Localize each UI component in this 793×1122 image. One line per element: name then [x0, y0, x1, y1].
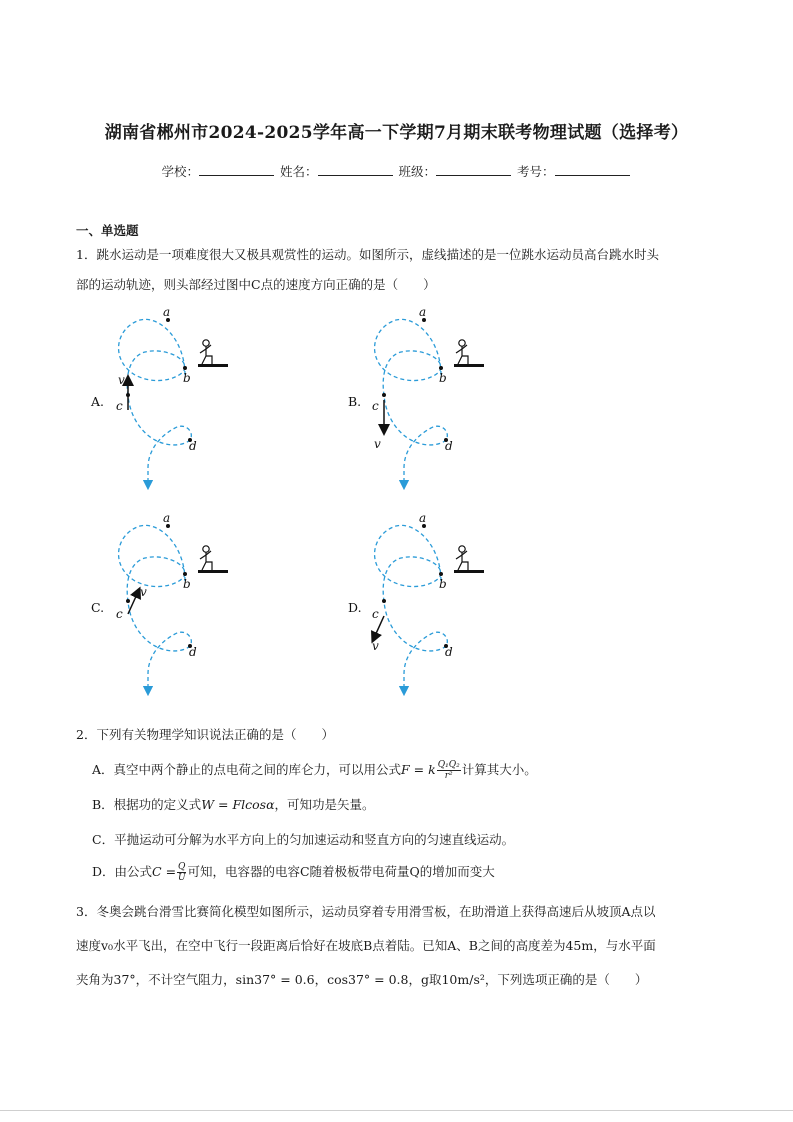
school-label: 学校： — [161, 164, 199, 179]
option-a-formula: F = k — [401, 762, 436, 777]
fig-c-label-v: v — [140, 585, 147, 599]
fig-b-option-label: B. — [348, 394, 362, 409]
option-a-denominator: r² — [444, 771, 453, 781]
fig-d-label-d: d — [445, 645, 453, 659]
option-b-formula: W = Flcosα — [201, 797, 275, 812]
question-1-line1: 1．跳水运动是一项难度很大又极具观赏性的运动。如图所示，虚线描述的是一位跳水运动员高台跳水时头 — [76, 247, 659, 262]
option-b-post: ，可知功是矢量。 — [274, 797, 375, 812]
option-d-denominator: U — [177, 873, 186, 883]
fig-a-label-b: b — [183, 371, 191, 385]
exam-no-label: 考号： — [516, 164, 555, 179]
student-info-row — [0, 162, 793, 180]
fig-d-label-v: v — [372, 639, 379, 653]
option-b-text: B．根据功的定义式 — [92, 797, 202, 812]
option-a-numerator: Q₁Q₂ — [437, 760, 460, 770]
page-title: 湖南省郴州市2024-2025学年高一下学期7月期末联考物理试题（选择考） — [104, 123, 689, 143]
option-d-text: D．由公式 — [92, 864, 153, 879]
option-d-post: 可知，电容器的电容C随着极板带电荷量Q的增加而变大 — [187, 864, 495, 879]
question-1-line2: 部的运动轨迹，则头部经过图中C点的速度方向正确的是（ ） — [76, 277, 436, 292]
option-a-post: 计算其大小。 — [461, 762, 537, 777]
figure-option-b — [375, 318, 484, 485]
name-label: 姓名： — [279, 164, 318, 179]
class-blank[interactable] — [436, 165, 511, 176]
fig-a-label-c: c — [116, 399, 123, 413]
fig-c-option-label: C. — [91, 600, 105, 615]
school-blank[interactable] — [199, 165, 274, 176]
fig-c-label-d: d — [189, 645, 197, 659]
question-1-stem — [76, 240, 716, 300]
section-heading: 一、单选题 — [76, 223, 139, 238]
class-label: 班级： — [398, 164, 436, 179]
question-2-option-c: C．平抛运动可分解为水平方向上的匀加速运动和竖直方向的匀速直线运动。 — [92, 832, 515, 847]
option-a-text: A．真空中两个静止的点电荷之间的库仑力，可以用公式 — [92, 762, 402, 777]
question-3-line2: 速度v₀水平飞出，在空中飞行一段距离后恰好在坡底B点着陆。已知A、B之间的高度差为45m，与水平面 — [76, 938, 656, 953]
question-3-stem — [76, 897, 716, 995]
fig-a-option-label: A. — [91, 394, 105, 409]
question-2-option-d — [92, 862, 495, 883]
fig-c-label-c: c — [116, 607, 123, 621]
fig-c-label-b: b — [183, 577, 191, 591]
question-2-option-a — [92, 760, 537, 781]
fig-b-label-b: b — [439, 371, 447, 385]
fig-d-label-b: b — [439, 577, 447, 591]
fig-d-option-label: D. — [348, 600, 362, 615]
fig-b-label-d: d — [445, 439, 453, 453]
fig-c-label-a: a — [163, 511, 171, 525]
fig-d-label-c: c — [372, 607, 379, 621]
name-blank[interactable] — [318, 165, 393, 176]
question-3-line3: 夹角为37°，不计空气阻力，sin37° = 0.6，cos37° = 0.8，g取10m/s²，下列选项正确的是（ ） — [76, 972, 648, 987]
fig-b-label-v: v — [374, 437, 381, 451]
fig-d-label-a: a — [419, 511, 427, 525]
question-2-option-b — [92, 795, 375, 813]
option-d-formula: C = — [152, 864, 177, 879]
fig-a-label-a: a — [163, 305, 171, 319]
option-a-fraction — [437, 760, 461, 781]
figure-option-d — [374, 524, 484, 691]
question-2-stem: 2．下列有关物理学知识说法正确的是（ ） — [76, 727, 334, 742]
fig-a-label-d: d — [189, 439, 197, 453]
fig-b-label-c: c — [372, 399, 379, 413]
question-3-line1: 3．冬奥会跳台滑雪比赛简化模型如图所示，运动员穿着专用滑雪板，在助滑道上获得高速后从坡顶A点以 — [76, 904, 656, 919]
question-1-figures — [90, 300, 650, 710]
fig-a-label-v: v — [118, 373, 125, 387]
fig-b-label-a: a — [419, 305, 427, 319]
option-d-numerator: Q — [178, 862, 186, 872]
page-bottom-divider — [0, 1110, 793, 1111]
figure-option-c — [119, 524, 228, 691]
figure-option-a — [119, 318, 228, 485]
exam-no-blank[interactable] — [555, 165, 630, 176]
option-d-fraction — [177, 862, 186, 883]
